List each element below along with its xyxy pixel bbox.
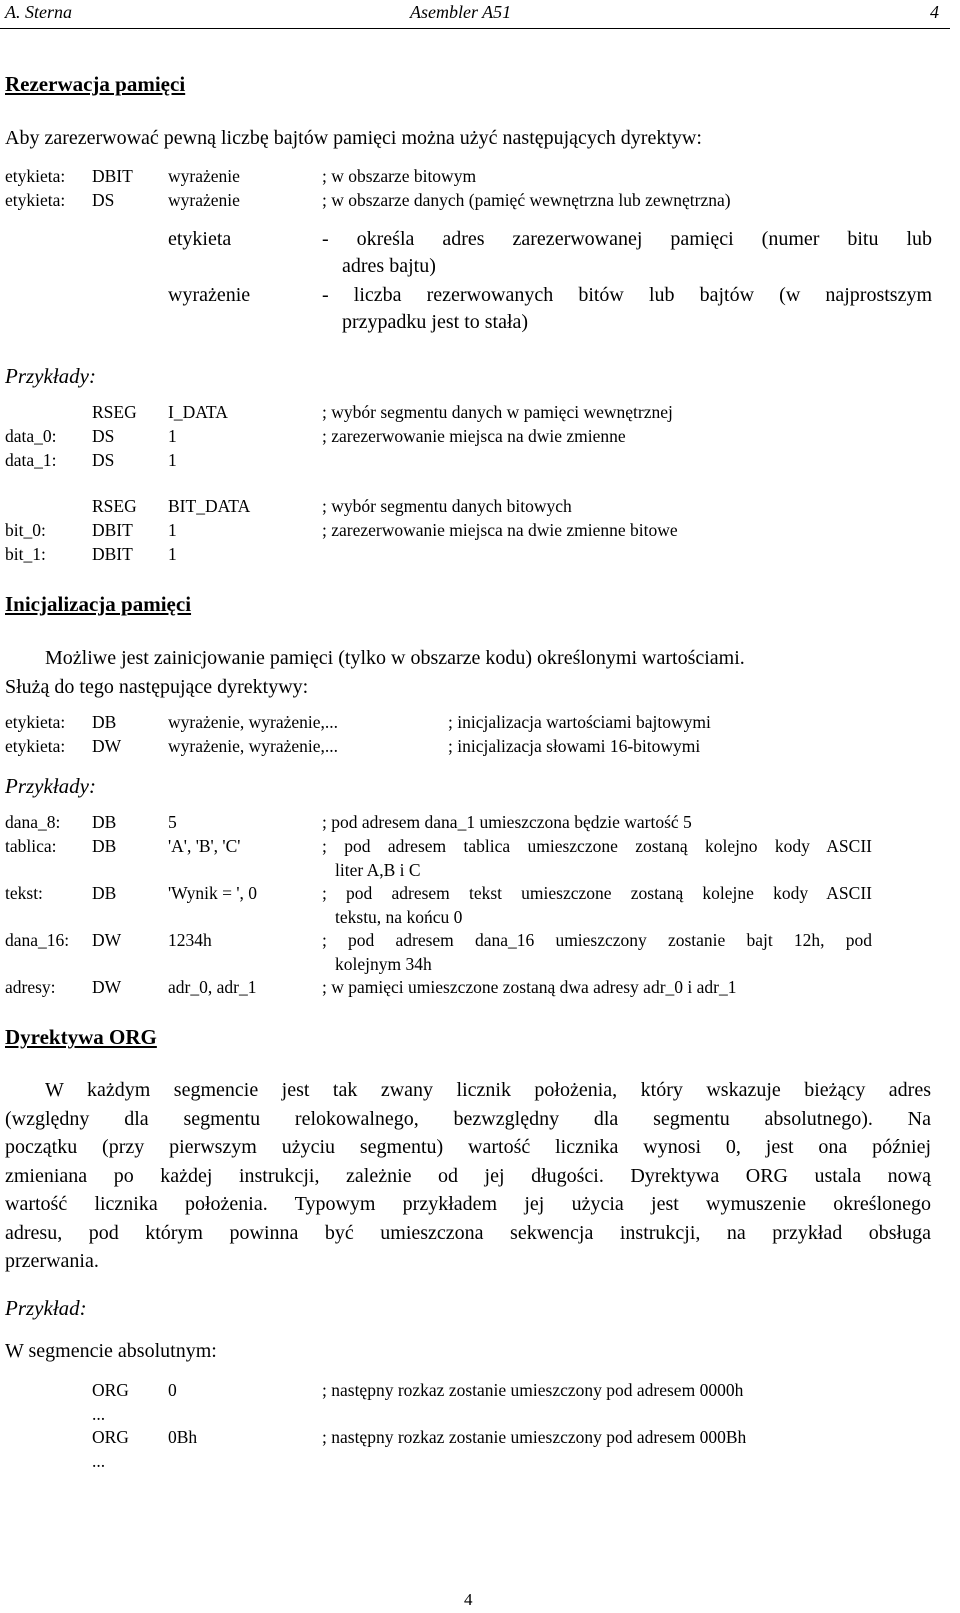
code-comment: ; inicjalizacja wartościami bajtowymi [448, 712, 711, 732]
code-line [0, 1378, 950, 1402]
code-directive: DS [92, 450, 115, 470]
code-block-2 [0, 810, 950, 999]
code-directive: ... [92, 1451, 106, 1471]
code-line [0, 810, 950, 834]
syntax-line [0, 164, 950, 188]
section-intro: Możliwe jest zainicjowanie pamięci (tylko w obszarze kodu) określonymi wartościami. [45, 647, 745, 669]
header-author: A. Sterna [5, 2, 72, 22]
code-argument: 1 [168, 520, 177, 540]
code-argument: 'A', 'B', 'C' [168, 836, 241, 856]
code-directive: DS [92, 426, 115, 446]
code-line [0, 424, 950, 448]
param-name: etykieta [168, 228, 232, 250]
code-comment: ; następny rozkaz zostanie umieszczony pod adresem 0000h [322, 1380, 744, 1400]
code-argument: adr_0, adr_1 [168, 977, 257, 997]
code-label: etykieta: [5, 712, 66, 732]
section-title-rezerwacja: Rezerwacja pamięci [5, 72, 186, 96]
code-argument: 1 [168, 426, 177, 446]
code-line [0, 881, 950, 905]
code-label: tablica: [5, 836, 57, 856]
code-block-3 [0, 1378, 950, 1472]
code-directive: DS [92, 190, 115, 210]
code-directive: ORG [92, 1380, 129, 1400]
code-directive: ... [92, 1404, 106, 1424]
code-directive: DW [92, 977, 122, 997]
code-line [0, 975, 950, 999]
code-line [0, 448, 950, 472]
code-line [0, 1402, 950, 1425]
param-description: - liczba rezerwowanych bitów lub bajtów (w najprostszym [322, 284, 933, 306]
code-argument: 0 [168, 1380, 177, 1400]
code-directive: DW [92, 736, 122, 756]
param-description-cont: przypadku jest to stała) [342, 311, 529, 333]
code-directive: DBIT [92, 166, 133, 186]
code-comment: ; następny rozkaz zostanie umieszczony pod adresem 000Bh [322, 1427, 747, 1447]
code-label: data_0: [5, 426, 57, 446]
code-argument: I_DATA [168, 402, 228, 422]
paragraph-line: W każdym segmencie jest tak zwany licznik położenia, który wskazuje bieżący adres [45, 1079, 931, 1101]
param-description: - określa adres zarezerwowanej pamięci (numer bitu lub [322, 228, 933, 250]
code-directive: ORG [92, 1427, 129, 1447]
code-argument: 0Bh [168, 1427, 198, 1447]
code-label: bit_1: [5, 544, 46, 564]
code-comment: ; pod adresem tekst umieszczone zostaną kolejne kody ASCII [322, 883, 872, 903]
code-label: etykieta: [5, 166, 66, 186]
code-directive: DBIT [92, 520, 133, 540]
examples-label: Przykłady: [5, 364, 96, 388]
code-argument: 5 [168, 812, 177, 832]
header-title: Asembler A51 [410, 2, 512, 22]
code-argument: 1 [168, 450, 177, 470]
code-argument: wyrażenie [168, 166, 240, 186]
code-line [0, 400, 950, 424]
code-label: data_1: [5, 450, 57, 470]
code-comment: ; zarezerwowanie miejsca na dwie zmienne [322, 426, 626, 446]
code-label: adresy: [5, 977, 56, 997]
code-line [0, 834, 950, 858]
code-label: bit_0: [5, 520, 46, 540]
code-line [0, 928, 950, 952]
code-comment: ; pod adresem tablica umieszczone zostaną kolejno kody ASCII [322, 836, 872, 856]
code-argument: BIT_DATA [168, 496, 251, 516]
code-line [0, 542, 950, 566]
code-directive: DW [92, 930, 122, 950]
code-comment-cont: liter A,B i C [335, 860, 421, 880]
footer-page-number: 4 [464, 1590, 473, 1609]
page-header [0, 2, 950, 29]
code-line [0, 1449, 950, 1472]
code-directive: DB [92, 712, 117, 732]
header-page-number: 4 [930, 2, 939, 22]
section-paragraph [5, 1076, 931, 1276]
section-title-org: Dyrektywa ORG [5, 1025, 157, 1049]
code-label: dana_8: [5, 812, 61, 832]
code-argument: 'Wynik = ', 0 [168, 883, 258, 903]
paragraph-line: zmieniana po każdej instrukcji, zależnie od jej długości. Dyrektywa ORG ustala nową [5, 1164, 931, 1187]
code-directive: RSEG [92, 496, 137, 516]
code-argument: wyrażenie, wyrażenie,... [168, 736, 339, 756]
code-comment: ; pod adresem dana_1 umieszczona będzie wartość 5 [322, 812, 692, 832]
code-label: tekst: [5, 883, 43, 903]
syntax-line [0, 710, 950, 734]
code-label: etykieta: [5, 736, 66, 756]
syntax-line [0, 188, 950, 212]
section-intro-cont: Służą do tego następujące dyrektywy: [5, 676, 309, 698]
paragraph-line: początku (przy pierwszym użyciu segmentu) wartość licznika wynosi 0, jest ona później [5, 1136, 931, 1158]
code-comment-cont: kolejnym 34h [335, 954, 432, 974]
paragraph-line: (względny dla segmentu relokowalnego, bezwzględny dla segmentu absolutnego). Na [5, 1107, 931, 1130]
code-label: dana_16: [5, 930, 70, 950]
examples-label: Przykłady: [5, 774, 96, 798]
syntax-block-1 [0, 164, 950, 212]
code-directive: DBIT [92, 544, 133, 564]
code-line-cont [0, 905, 950, 928]
code-line-cont [0, 858, 950, 881]
param-description-cont: adres bajtu) [342, 255, 436, 277]
code-comment: ; pod adresem dana_16 umieszczony zostanie bajt 12h, pod [322, 930, 872, 950]
code-comment: ; wybór segmentu danych bitowych [322, 496, 572, 516]
code-argument: 1 [168, 544, 177, 564]
code-comment: ; inicjalizacja słowami 16-bitowymi [448, 736, 701, 756]
code-directive: DB [92, 812, 117, 832]
paragraph-line: przerwania. [5, 1250, 99, 1272]
code-argument: wyrażenie [168, 190, 240, 210]
code-argument: wyrażenie, wyrażenie,... [168, 712, 339, 732]
syntax-line [0, 734, 950, 758]
paragraph-line: wartość licznika położenia. Typowym przykładem jej użycia jest wymuszenie określonego [5, 1193, 931, 1215]
code-line [0, 1425, 950, 1449]
param-name: wyrażenie [168, 284, 251, 306]
code-label: etykieta: [5, 190, 66, 210]
code-directive: DB [92, 883, 117, 903]
code-argument: 1234h [168, 930, 212, 950]
section-intro: Aby zarezerwować pewną liczbę bajtów pamięci można użyć następujących dyrektyw: [5, 127, 702, 149]
code-directive: RSEG [92, 402, 137, 422]
code-directive: DB [92, 836, 117, 856]
code-line-cont [0, 952, 950, 975]
code-comment: ; w obszarze bitowym [322, 166, 477, 186]
example-subtitle: W segmencie absolutnym: [5, 1340, 217, 1362]
code-comment: ; wybór segmentu danych w pamięci wewnętrznej [322, 402, 673, 422]
code-comment: ; w obszarze danych (pamięć wewnętrzna lub zewnętrzna) [322, 190, 731, 210]
code-block-1 [0, 400, 950, 566]
example-label: Przykład: [5, 1296, 87, 1320]
code-comment: ; zarezerwowanie miejsca na dwie zmienne bitowe [322, 520, 678, 540]
paragraph-line: adresu, pod którym powinna być umieszczona sekwencja instrukcji, na przykład obsługa [5, 1221, 931, 1244]
code-line [0, 494, 950, 518]
code-comment-cont: tekstu, na końcu 0 [335, 907, 463, 927]
section-title-inicjalizacja: Inicjalizacja pamięci [5, 592, 192, 616]
code-line [0, 518, 950, 542]
syntax-block-2 [0, 710, 950, 758]
code-comment: ; w pamięci umieszczone zostaną dwa adresy adr_0 i adr_1 [322, 977, 737, 997]
